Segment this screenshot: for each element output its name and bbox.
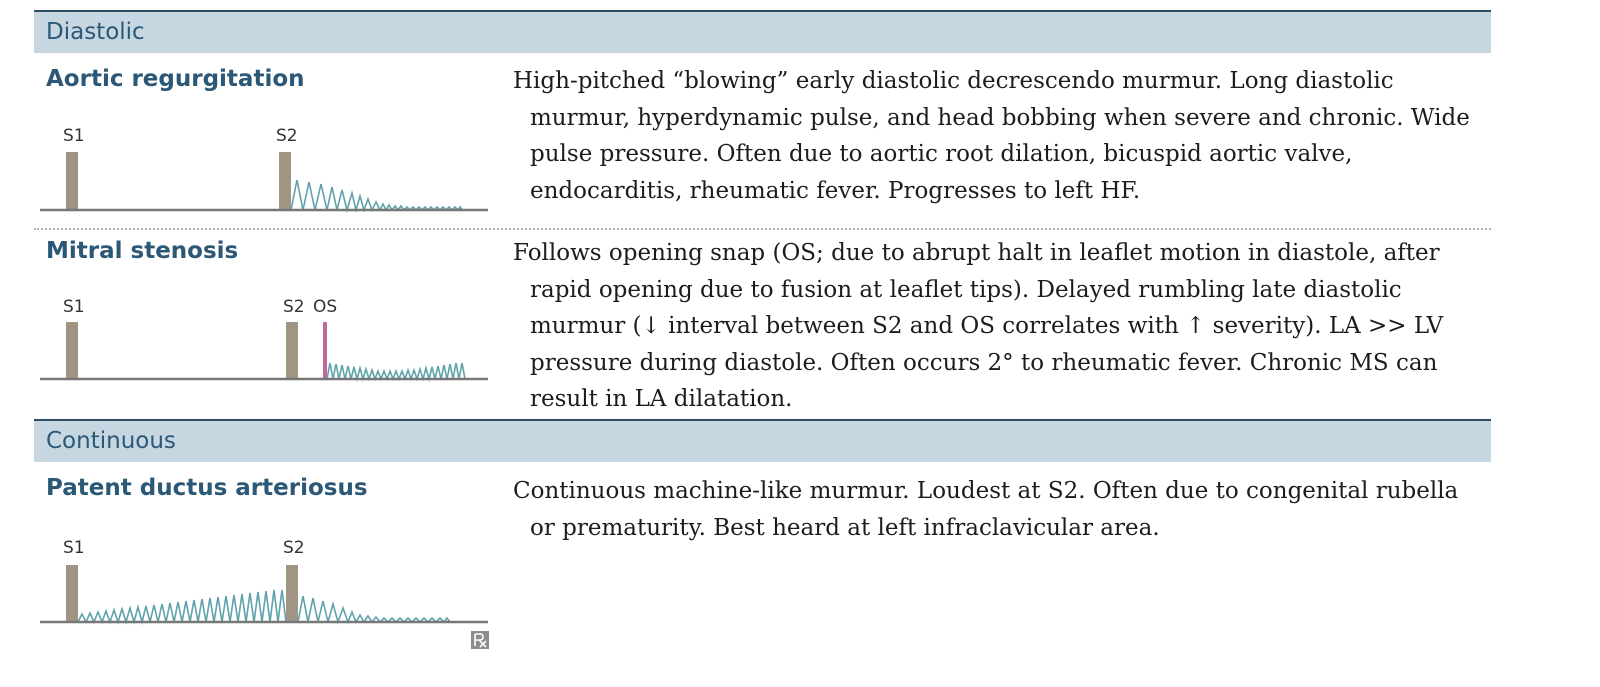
rumbling-murmur-wave (327, 363, 465, 379)
section-header-label: Continuous (46, 428, 176, 454)
sound-label-s2: S2 (283, 538, 305, 558)
entry-description-patent-ductus-arteriosus: Continuous machine-like murmur. Loudest at S2. Often due to congenital rubella or prematurity. Best heard at left infraclavicular area. (513, 478, 1459, 541)
murmur-diagram-aortic-regurgitation (36, 118, 496, 213)
section-header-diastolic (34, 10, 1491, 53)
entry-description-mitral-stenosis: Follows opening snap (OS; due to abrupt halt in leaflet motion in diastole, after rapid opening due to fusion at leaflet tips). Delayed rumbling late diastolic murmur (↓ interval between S2 and OS correlates with ↑ severity). LA >> LV pressure during diastole. Often occurs 2° to rheumatic fever. Chronic MS can result in LA dilatation. (513, 240, 1444, 412)
entry-title-patent-ductus-arteriosus: Patent ductus arteriosus (46, 475, 368, 501)
sound-label-s1: S1 (63, 126, 85, 146)
s2-bar (286, 565, 298, 622)
sound-label-s1: S1 (63, 297, 85, 317)
entry-title-mitral-stenosis: Mitral stenosis (46, 238, 239, 264)
section-header-continuous (34, 419, 1491, 462)
s1-bar (66, 322, 78, 379)
murmur-diagram-patent-ductus-arteriosus (36, 530, 496, 625)
s2-bar (279, 152, 291, 210)
crescendo-murmur-wave (78, 590, 286, 622)
s1-bar (66, 152, 78, 210)
entry-description-aortic-regurgitation: High-pitched “blowing” early diastolic decrescendo murmur. Long diastolic murmur, hyperdynamic pulse, and head bobbing when severe and chronic. Wide pulse pressure. Often due to aortic root dilation, bicuspid aortic valve, endocarditis, rheumatic fever. Progresses to left HF. (513, 68, 1470, 204)
s1-bar (66, 565, 78, 622)
rx-icon (471, 631, 489, 649)
decrescendo-murmur-wave (291, 180, 462, 210)
opening-snap-bar (323, 322, 327, 379)
s2-bar (286, 322, 298, 379)
decrescendo-murmur-wave (298, 596, 450, 622)
sound-label-s2: S2 (276, 126, 298, 146)
sound-label-os: OS (313, 297, 338, 317)
sound-label-s1: S1 (63, 538, 85, 558)
row-divider (34, 228, 1491, 230)
sound-label-s2: S2 (283, 297, 305, 317)
murmur-diagram-mitral-stenosis (36, 288, 496, 383)
section-header-label: Diastolic (46, 19, 145, 45)
entry-title-aortic-regurgitation: Aortic regurgitation (46, 66, 305, 92)
